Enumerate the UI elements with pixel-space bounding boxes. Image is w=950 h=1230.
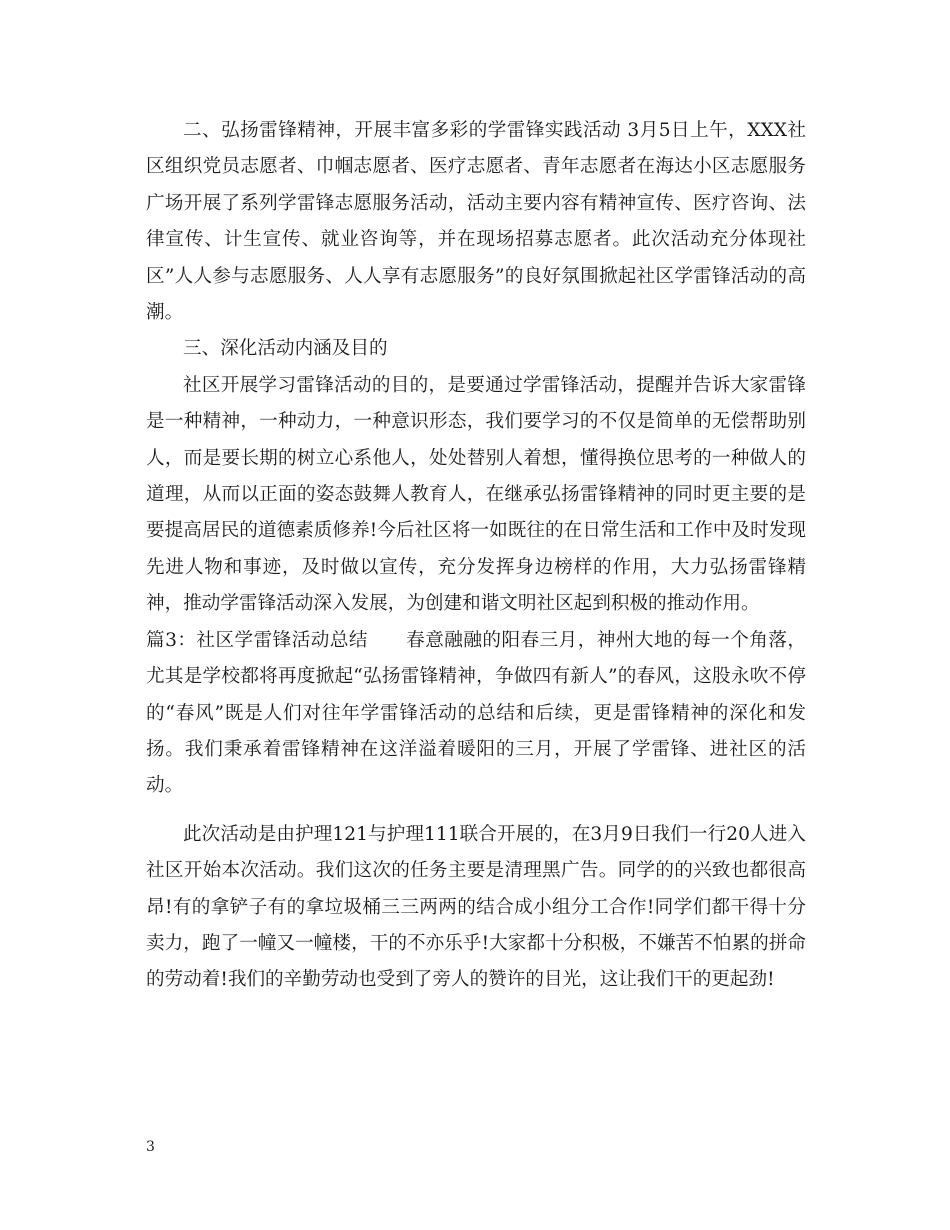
paragraph-article-three: 篇3：社区学雷锋活动总结 春意融融的阳春三月，神州大地的每一个角落，尤其是学校都将再度掀起“弘扬雷锋精神，争做四有新人”的春风，这股永吹不停的“春风”既是人们对往年学雷锋活动的总结和后续，更是雷锋精神的深化和发扬。我们秉承着雷锋精神在这洋溢着暖阳的三月，开展了学雷锋、进社区的活动。 (146, 629, 806, 797)
paragraph-purpose: 社区开展学习雷锋活动的目的，是要通过学雷锋活动，提醒并告诉大家雷锋是一种精神，一种动力，一种意识形态，我们要学习的不仅是简单的无偿帮助别人，而是要长期的树立心系他人，处处替别人着想，懂得换位思考的一种做人的道理，从而以正面的姿态鼓舞人教育人，在继承弘扬雷锋精神的同时更主要的是要提高居民的道德素质修养!今后社区将一如既往的在日常生活和工作中及时发现先进人物和事迹，及时做以宣传，充分发挥身边榜样的作用，大力弘扬雷锋精神，推动学雷锋活动深入发展，为创建和谐文明社区起到积极的推动作用。 (146, 374, 806, 615)
document-body (146, 113, 806, 999)
heading-section-three: 三、深化活动内涵及目的 (183, 338, 388, 360)
paragraph-activity: 此次活动是由护理121与护理111联合开展的，在3月9日我们一行20人进入社区开始本次活动。我们这次的任务主要是清理黑广告。同学的的兴致也都很高昂!有的拿铲子有的拿垃圾桶三三两两的结合成小组分工合作!同学们都干得十分卖力，跑了一幢又一幢楼，干的不亦乐乎!大家都十分积极，不嫌苦不怕累的拼命的劳动着!我们的辛勤劳动也受到了旁人的赞许的目光，这让我们干的更起劲! (146, 823, 806, 991)
paragraph-section-two: 二、弘扬雷锋精神，开展丰富多彩的学雷锋实践活动 3月5日上午，XXX社区组织党员志愿者、巾帼志愿者、医疗志愿者、青年志愿者在海达小区志愿服务广场开展了系列学雷锋志愿服务活动，活动主要内容有精神宣传、医疗咨询、法律宣传、计生宣传、就业咨询等，并在现场招募志愿者。此次活动充分体现社区”人人参与志愿服务、人人享有志愿服务”的良好氛围掀起社区学雷锋活动的高潮。 (146, 120, 806, 324)
page-number: 3 (146, 1139, 155, 1155)
